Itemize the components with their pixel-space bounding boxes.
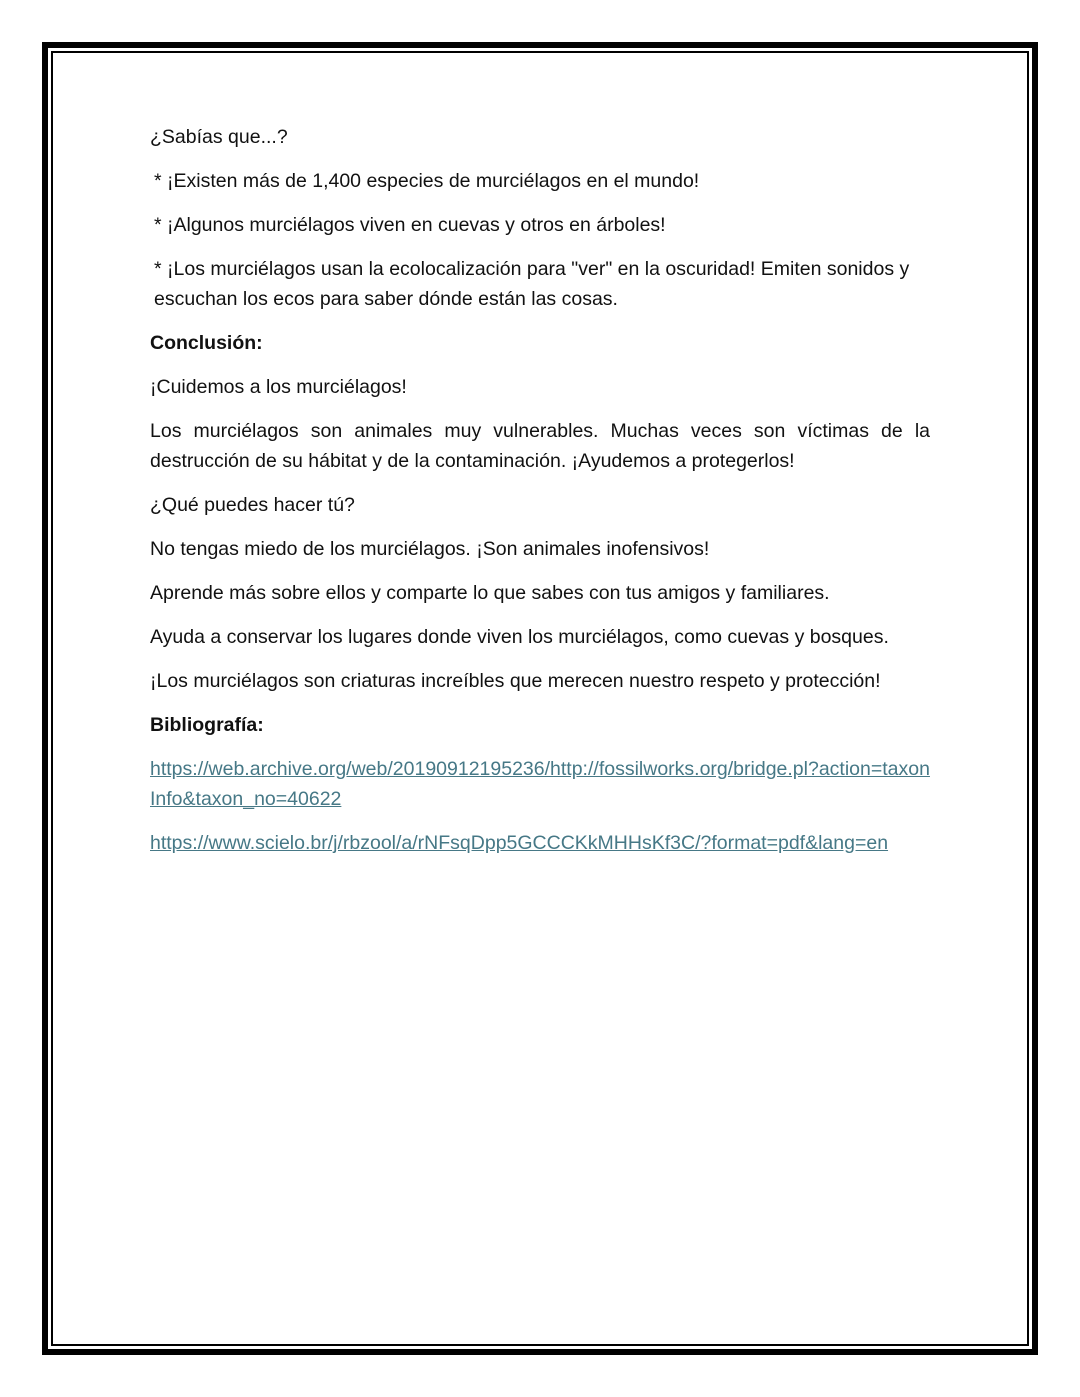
conclusion-paragraph: Los murciélagos son animales muy vulnerables. Muchas veces son víctimas de la destrucción de su hábitat y de la contaminación. ¡Ayudemos a protegerlos! (150, 420, 930, 472)
closing-statement: ¡Los murciélagos son criaturas increíbles que merecen nuestro respeto y protección! (150, 670, 881, 692)
intro-heading: ¿Sabías que...? (150, 126, 288, 148)
action-item: Ayuda a conservar los lugares donde viven los murciélagos, como cuevas y bosques. (150, 626, 889, 648)
fact-item: * ¡Algunos murciélagos viven en cuevas y otros en árboles! (154, 214, 666, 236)
fact-item: * ¡Los murciélagos usan la ecolocalización para "ver" en la oscuridad! Emiten sonidos y escuchan los ecos para saber dónde están las cosas. (154, 258, 910, 310)
bibliography-link[interactable]: https://www.scielo.br/j/rbzool/a/rNFsqDpp5GCCCKkMHHsKf3C/?format=pdf&lang=en (150, 832, 889, 854)
document-body (150, 122, 930, 872)
action-item: Aprende más sobre ellos y comparte lo que sabes con tus amigos y familiares. (150, 582, 830, 604)
conclusion-tagline: ¡Cuidemos a los murciélagos! (150, 376, 407, 398)
action-item: No tengas miedo de los murciélagos. ¡Son animales inofensivos! (150, 538, 710, 560)
fact-item: * ¡Existen más de 1,400 especies de murciélagos en el mundo! (154, 170, 700, 192)
bibliography-heading: Bibliografía: (150, 714, 264, 736)
what-can-you-do: ¿Qué puedes hacer tú? (150, 494, 355, 516)
bibliography-link[interactable]: https://web.archive.org/web/20190912195236/http://fossilworks.org/bridge.pl?action=taxonInfo&taxon_no=40622 (150, 758, 930, 810)
conclusion-heading: Conclusión: (150, 332, 263, 354)
